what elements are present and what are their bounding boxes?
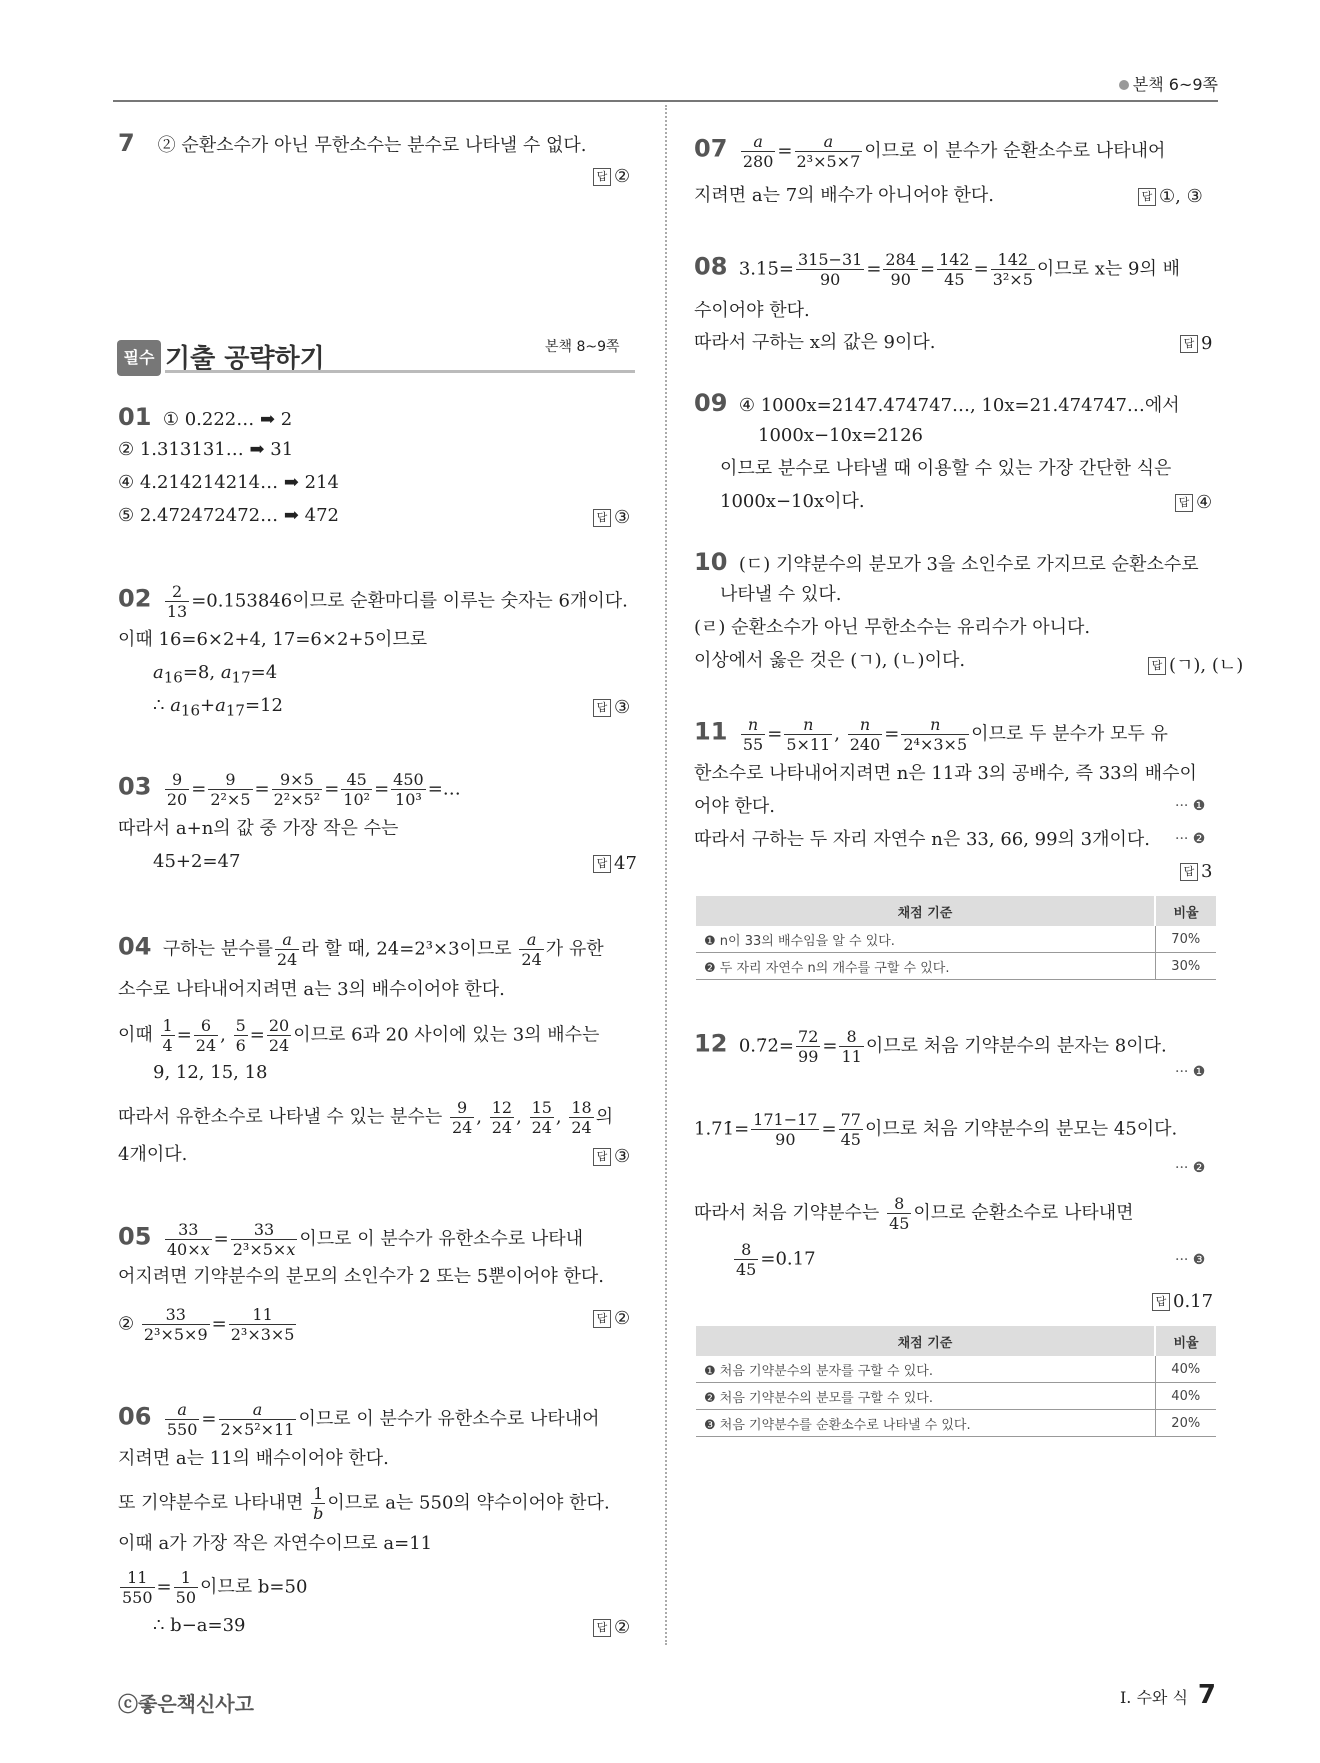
- p11-line4: 따라서 구하는 두 자리 자연수 n은 33, 66, 99의 3개이다.: [694, 829, 1151, 850]
- table-row: ❶ n이 33의 배수임을 알 수 있다. 70%: [696, 926, 1216, 953]
- p02-line3: $a_{16}=8$, $a_{17}=4$: [153, 662, 278, 687]
- p01-line4: ⑤ 2.472472472… ➡ 472: [118, 505, 339, 526]
- problem-07: 07 $\frac{a}{280}$ = $\frac{a}{\text{2³×5×7}}$ 이므로 이 분수가 순환소수로 나타내어: [694, 132, 1166, 171]
- answer-12: 답 0.17: [1152, 1291, 1213, 1312]
- page-footer: [1120, 1680, 1216, 1710]
- step-marker-1: ··· ❶: [1175, 1064, 1206, 1080]
- problem-12: 12 0.7̇2̇= $\frac{72}{99}$ = $\frac{8}{11}$ 이므로 처음 기약분수의 분자는 8이다.: [694, 1027, 1167, 1066]
- p08-line3: 따라서 구하는 x의 값은 9이다.: [694, 332, 936, 353]
- answer-7: 답 ②: [593, 166, 630, 187]
- problem-10: 10 (ㄷ) 기약분수의 분모가 3을 소인수로 가지므로 순환소수로: [694, 548, 1199, 576]
- answer-05: 답 ②: [593, 1308, 630, 1329]
- problem-06: 06 $\frac{a}{550}$ = $\frac{a}{\text{2×5²×11}}$ 이므로 이 분수가 유한소수로 나타내어: [118, 1400, 600, 1439]
- answer-06: 답 ②: [593, 1617, 630, 1638]
- p02-line4: ∴ $a_{16}+a_{17}=12$: [153, 695, 283, 720]
- p06-line5: $\frac{11}{550}$ = $\frac{1}{50}$ 이므로 b=50: [122, 1568, 308, 1607]
- p01-line3: ④ 4.214214214… ➡ 214: [118, 472, 339, 493]
- p04-line2: 소수로 나타내어지려면 a는 3의 배수이어야 한다.: [118, 979, 505, 1000]
- p11-line3: 어야 한다.: [694, 796, 775, 817]
- table-row: ❷ 두 자리 자연수 n의 개수를 구할 수 있다. 30%: [696, 953, 1216, 980]
- p03-line3: 45+2=47: [153, 851, 241, 872]
- table-header-ratio: 비율: [1155, 896, 1216, 926]
- p09-line3: 이므로 분수로 나타낼 때 이용할 수 있는 가장 간단한 식은: [720, 458, 1172, 479]
- p10-line2: 나타낼 수 있다.: [720, 584, 842, 605]
- p01-line2: ② 1.313131… ➡ 31: [118, 439, 294, 460]
- answer-03: 답 47: [593, 853, 637, 874]
- p03-line2: 따라서 a+n의 값 중 가장 작은 수는: [118, 818, 399, 839]
- p07-line2: 지려면 a는 7의 배수가 아니어야 한다.: [694, 185, 994, 206]
- p02-line2: 이때 16=6×2+4, 17=6×2+5이므로: [118, 629, 428, 650]
- p04-line4: 9, 12, 15, 18: [153, 1062, 268, 1083]
- p10-line3: (ㄹ) 순환소수가 아닌 무한소수는 유리수가 아니다.: [694, 617, 1091, 638]
- section-title: 기출 공략하기: [165, 344, 325, 374]
- table-row: ❸ 처음 기약분수를 순환소수로 나타낼 수 있다. 20%: [696, 1410, 1216, 1437]
- problem-02: 02 $\frac{2}{13}$ =0.153846이므로 순환마디를 이루는 숫자는 6개이다.: [118, 582, 628, 621]
- p10-line4: 이상에서 옳은 것은 (ㄱ), (ㄴ)이다.: [694, 650, 966, 671]
- problem-01: 01 ① 0.222… ➡ 2: [118, 403, 293, 431]
- answer-02: 답 ③: [593, 697, 630, 718]
- table-header-criteria: 채점 기준: [696, 896, 1155, 926]
- section-underline: [165, 370, 635, 373]
- answer-04: 답 ③: [593, 1146, 630, 1167]
- p06-line2: 지려면 a는 11의 배수이어야 한다.: [118, 1448, 389, 1469]
- problem-04: 04 구하는 분수를 $\frac{a}{24}$ 라 할 때, 24=2³×3이므로 $\frac{a}{24}$ 가 유한: [118, 930, 604, 969]
- answer-09: 답 ④: [1175, 492, 1212, 513]
- answer-11: 답 3: [1180, 861, 1212, 882]
- step-marker-2: ··· ❷: [1175, 831, 1206, 847]
- step-marker-2: ··· ❷: [1175, 1160, 1206, 1176]
- p04-line3: 이때 $\frac{1}{4}$ = $\frac{6}{24}$ , $\frac{5}{6}$ = $\frac{20}{24}$ 이므로 6과 20 사이에 있는 3의 배수는: [118, 1016, 600, 1055]
- p06-line3: 또 기약분수로 나타내면 $\frac{1}{b}$ 이므로 a는 550의 약수이어야 한다.: [118, 1484, 610, 1523]
- scoring-table-11: [696, 896, 1216, 980]
- problem-03: 03 $\frac{9}{20}$ = $\frac{9}{\text{2²×5}}$ = $\frac{9\times 5}{\text{2²×5²}}$ = $\frac{45}{\text{10²}}$ = $\frac{450}{\text{10³}}$ =…: [118, 770, 461, 809]
- p09-line4: 1000x−10x이다.: [720, 491, 865, 512]
- problem-08: 08 3.15̇= $\frac{315-31}{90}$ = $\frac{284}{90}$ = $\frac{142}{45}$ = $\frac{142}{\text{3²×5}}$ 이므로 x는 9의 배: [694, 250, 1180, 289]
- chapter-label: Ⅰ. 수와 식: [1119, 1688, 1188, 1707]
- answer-10: 답 (ㄱ), (ㄴ): [1148, 651, 1243, 677]
- scoring-table-12: [696, 1326, 1216, 1437]
- publisher-logo: ⓒ좋은책신사고: [118, 1692, 254, 1716]
- p08-line2: 수이어야 한다.: [694, 300, 810, 321]
- section-badge: 필수: [117, 340, 161, 376]
- table-row: ❷ 처음 기약분수의 분모를 구할 수 있다. 40%: [696, 1383, 1216, 1410]
- problem-09: 09 ④ 1000x=2147.474747…, 10x=21.474747…에서: [694, 389, 1180, 417]
- answer-07: 답 ①, ③: [1138, 186, 1203, 207]
- page-number: 7: [1197, 1680, 1216, 1710]
- p09-line2: 1000x−10x=2126: [758, 425, 923, 446]
- step-marker-1: ··· ❶: [1175, 798, 1206, 814]
- problem-7: 7 ② 순환소수가 아닌 무한소수는 분수로 나타낼 수 없다.: [118, 129, 587, 157]
- problem-11: 11 $\frac{n}{55}$ = $\frac{n}{5\times 11}$ , $\frac{n}{240}$ = $\frac{n}{\text{2⁴×3×5}}$ 이므로 두 분수가 모두 유: [694, 715, 1168, 754]
- table-header-criteria: 채점 기준: [696, 1326, 1155, 1356]
- p04-line6: 4개이다.: [118, 1144, 188, 1165]
- p12-line4: $\frac{8}{45}$ =0.17: [736, 1240, 816, 1279]
- p05-line2: 어지려면 기약분수의 분모의 소인수가 2 또는 5뿐이어야 한다.: [118, 1266, 604, 1287]
- p06-line6: ∴ b−a=39: [153, 1615, 246, 1636]
- p12-line3: 따라서 처음 기약분수는 $\frac{8}{45}$ 이므로 순환소수로 나타내면: [694, 1194, 1134, 1233]
- p12-line2: 1.71̇= $\frac{171-17}{90}$ = $\frac{77}{45}$ 이므로 처음 기약분수의 분모는 45이다.: [694, 1110, 1178, 1149]
- p06-line4: 이때 a가 가장 작은 자연수이므로 a=11: [118, 1533, 433, 1554]
- page-reference: 본책 6~9쪽: [1119, 72, 1218, 95]
- table-row: ❶ 처음 기약분수의 분자를 구할 수 있다. 40%: [696, 1356, 1216, 1383]
- problem-05: 05 $\frac{33}{40\times x}$ = $\frac{33}{\text{2³×5×x}}$ 이므로 이 분수가 유한소수로 나타내: [118, 1220, 584, 1259]
- answer-08: 답 9: [1180, 333, 1212, 354]
- answer-01: 답 ③: [593, 507, 630, 528]
- column-divider: [665, 105, 667, 1645]
- p05-line3: ② $\frac{33}{\text{2³×5×9}}$ = $\frac{11}{\text{2³×3×5}}$: [118, 1305, 295, 1344]
- p11-line2: 한소수로 나타내어지려면 n은 11과 3의 공배수, 즉 33의 배수이: [694, 763, 1197, 784]
- step-marker-3: ··· ❸: [1175, 1252, 1206, 1268]
- section-reference: 본책 8~9쪽: [545, 339, 620, 355]
- table-header-ratio: 비율: [1155, 1326, 1216, 1356]
- p04-line5: 따라서 유한소수로 나타낼 수 있는 분수는 $\frac{9}{24}$ , $\frac{12}{24}$ , $\frac{15}{24}$ , $\frac{18}{24}$ 의: [118, 1098, 614, 1137]
